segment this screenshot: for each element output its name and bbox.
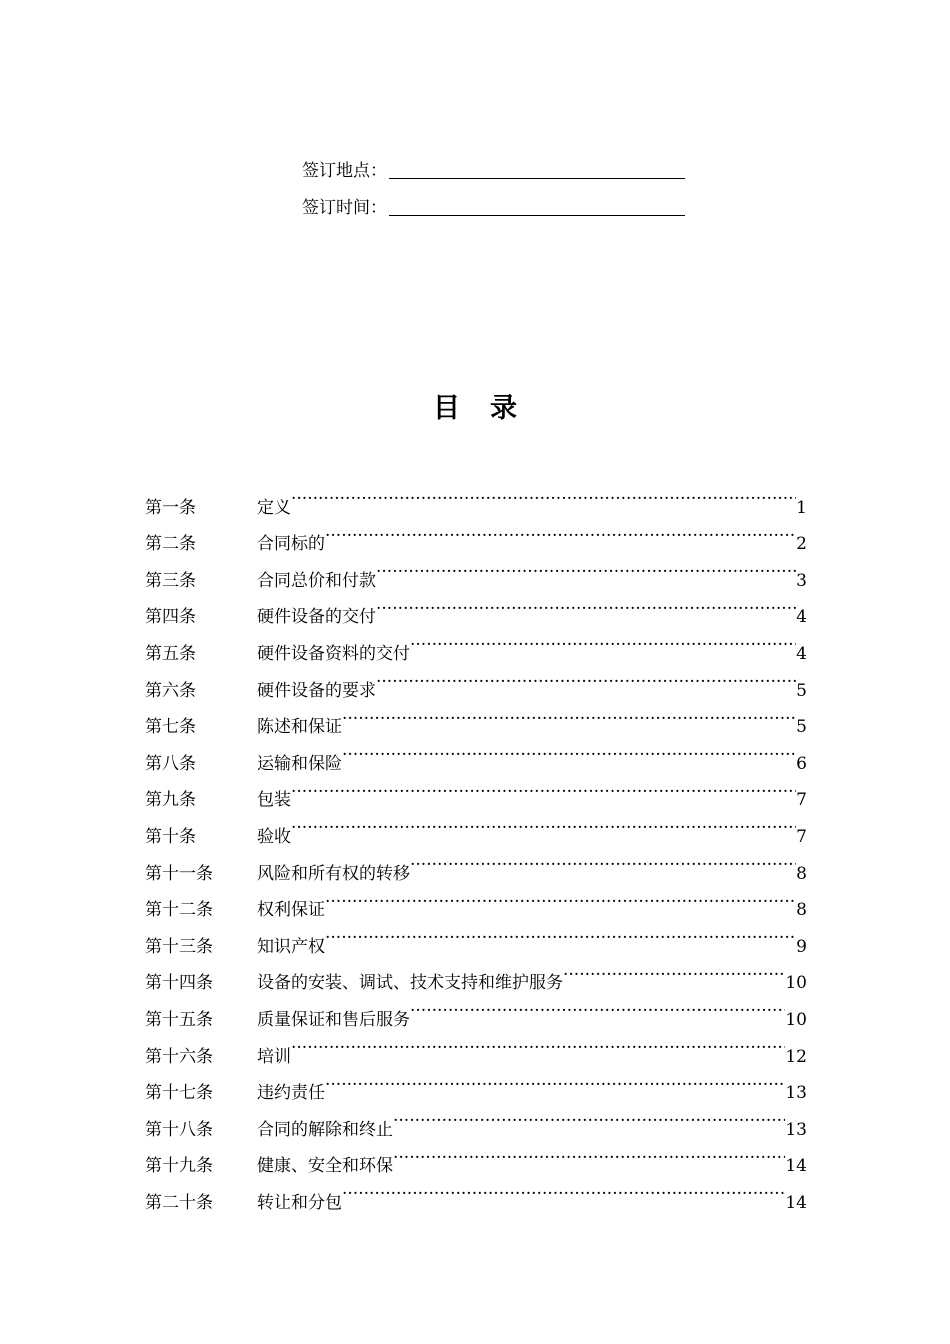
toc-entry-page: 2 [796,526,807,563]
signing-place-row [302,150,702,187]
toc-dot-leader [291,476,796,513]
signing-place-blank [389,158,685,179]
signing-place-label: 签订地点： [302,161,387,181]
toc-entry-page: 14 [785,1185,807,1222]
toc-entry-number: 第十条 [145,826,196,847]
toc-entry-number: 第十二条 [145,900,213,921]
toc-entry-page: 7 [796,782,807,819]
toc-entry-title: 合同总价和付款 [257,570,376,591]
toc-entry-title: 验收 [257,826,291,847]
toc-dot-leader [342,696,796,733]
toc-dot-leader [410,988,785,1025]
toc-entry-title: 陈述和保证 [257,717,342,738]
toc-entry-title: 风险和所有权的转移 [257,863,410,884]
toc-entry-number: 第五条 [145,643,196,664]
toc-dot-leader [376,549,796,586]
toc-entry-title: 转让和分包 [257,1192,342,1213]
toc-dot-leader [393,1098,785,1135]
toc-entry-title: 违约责任 [257,1083,325,1104]
toc-title: 目录 [433,393,547,424]
toc-dot-leader [563,952,785,989]
toc-entry-title: 培训 [257,1046,291,1067]
toc-entry-title: 运输和保险 [257,753,342,774]
toc-entry-page: 8 [796,892,807,929]
toc-entry-page: 8 [796,856,807,893]
toc-entry-number: 第十七条 [145,1083,213,1104]
toc-entry-title: 设备的安装、调试、技术支持和维护服务 [257,973,563,994]
toc-entry-number: 第八条 [145,753,196,774]
toc-dot-leader [291,1025,785,1062]
toc-entry-number: 第十一条 [145,863,213,884]
toc-entry-page: 9 [796,929,807,966]
toc-entry-number: 第九条 [145,790,196,811]
toc-entry-title: 合同的解除和终止 [257,1119,393,1140]
toc-entry-number: 第四条 [145,607,196,628]
toc-dot-leader [410,842,796,879]
toc-entry-title: 质量保证和售后服务 [257,1009,410,1030]
toc-entry-page: 14 [785,1148,807,1185]
toc-entry-number: 第十五条 [145,1009,213,1030]
table-of-contents [145,476,807,1213]
toc-entry[interactable] [145,476,807,518]
toc-entry-title: 合同标的 [257,534,325,555]
toc-dot-leader [325,1062,785,1099]
signing-time-row [302,187,702,224]
toc-entry-page: 5 [796,673,807,710]
toc-entry-page: 6 [796,746,807,783]
toc-entry-number: 第二条 [145,534,196,555]
toc-entry-number: 第一条 [145,497,196,518]
toc-dot-leader [325,879,796,916]
toc-dot-leader [376,586,796,623]
toc-entry-page: 1 [796,490,807,527]
toc-entry-number: 第二十条 [145,1192,213,1213]
signing-time-blank [389,195,685,216]
toc-entry-page: 3 [796,563,807,600]
toc-entry-number: 第十三条 [145,936,213,957]
toc-entry-page: 4 [796,636,807,673]
toc-entry-number: 第十八条 [145,1119,213,1140]
toc-entry-number: 第六条 [145,680,196,701]
toc-entry-page: 7 [796,819,807,856]
signing-time-label: 签订时间： [302,198,387,218]
toc-dot-leader [410,622,796,659]
toc-entry-page: 13 [785,1112,807,1149]
toc-dot-leader [291,769,796,806]
toc-entry-number: 第十九条 [145,1156,213,1177]
toc-entry-title: 包装 [257,790,291,811]
toc-entry-title: 知识产权 [257,936,325,957]
toc-entry-page: 5 [796,709,807,746]
toc-dot-leader [342,732,796,769]
toc-entry-title: 硬件设备的要求 [257,680,376,701]
toc-dot-leader [291,805,796,842]
toc-entry-page: 4 [796,599,807,636]
toc-entry-number: 第十四条 [145,973,213,994]
toc-dot-leader [393,1135,785,1172]
toc-dot-leader [325,915,796,952]
toc-entry-title: 健康、安全和环保 [257,1156,393,1177]
toc-dot-leader [342,1171,785,1208]
toc-dot-leader [325,513,796,550]
toc-entry-number: 第三条 [145,570,196,591]
signing-info [302,150,702,224]
toc-entry-page: 13 [785,1075,807,1112]
toc-entry-title: 定义 [257,497,291,518]
toc-dot-leader [376,659,796,696]
toc-entry-page: 10 [785,965,807,1002]
toc-entry-title: 硬件设备资料的交付 [257,643,410,664]
toc-entry-page: 10 [785,1002,807,1039]
toc-entry-title: 权利保证 [257,900,325,921]
toc-entry-page: 12 [785,1039,807,1076]
toc-entry-number: 第十六条 [145,1046,213,1067]
toc-entry-title: 硬件设备的交付 [257,607,376,628]
toc-entry-number: 第七条 [145,717,196,738]
